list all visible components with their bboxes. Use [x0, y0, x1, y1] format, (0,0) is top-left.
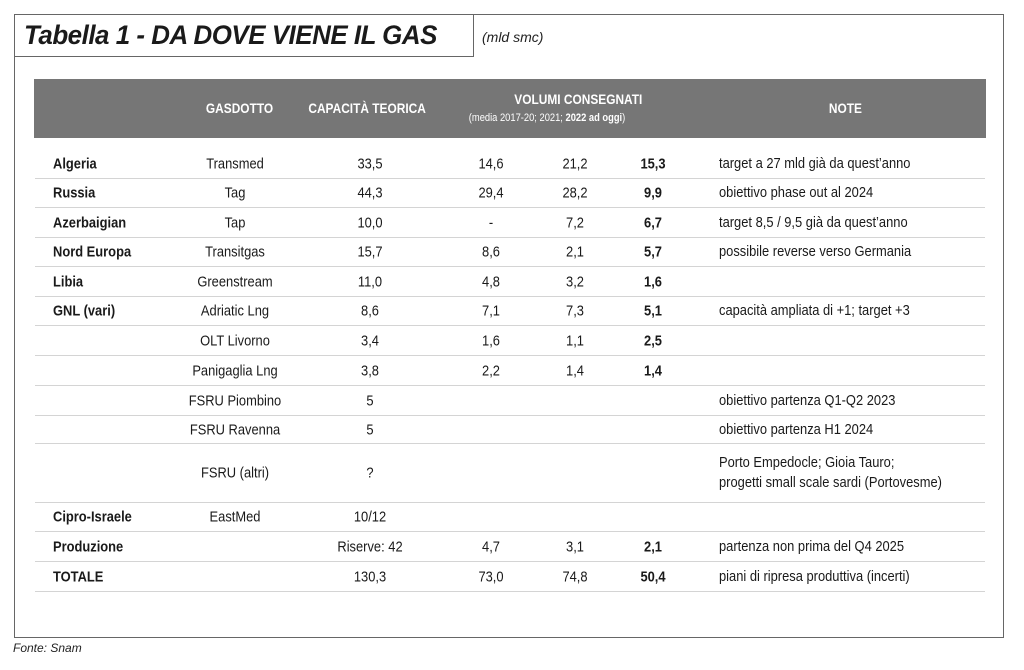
capacita-cell: Riserve: 42	[337, 538, 403, 555]
table-row	[35, 356, 985, 386]
origin-cell: Cipro-Israele	[53, 508, 132, 526]
note-cell	[719, 453, 942, 493]
volume-2022-cell: 2,5	[644, 332, 662, 349]
source-note: Fonte: Snam	[13, 641, 82, 655]
capacita-cell: 10,0	[357, 214, 383, 231]
table-row	[35, 532, 985, 562]
volume-2021-cell: 28,2	[562, 184, 588, 202]
note-cell	[719, 537, 904, 557]
header-capacita: CAPACITÀ TEORICA	[308, 100, 426, 116]
note-line: Porto Empedocle; Gioia Tauro;	[719, 454, 895, 471]
note-line: target a 27 mld già da quest’anno	[719, 155, 911, 172]
media-2017-20-cell: 4,8	[482, 273, 500, 290]
table-title: Tabella 1 - DA DOVE VIENE IL GAS	[24, 20, 437, 50]
volume-2022-cell: 5,7	[644, 243, 662, 261]
media-2017-20-cell: 1,6	[482, 332, 500, 349]
capacita-cell: 15,7	[357, 243, 383, 261]
capacita-cell: 10/12	[353, 508, 387, 526]
header-note: NOTE	[828, 100, 862, 116]
volume-2021-cell: 3,2	[566, 273, 584, 290]
media-2017-20-cell: -	[488, 214, 494, 231]
gasdotto-cell: OLT Livorno	[200, 332, 270, 349]
capacita-cell: 5	[366, 392, 374, 409]
table-row	[35, 562, 985, 592]
media-2017-20-cell: 2,2	[482, 362, 500, 379]
header-volumi-sub-end: )	[622, 112, 626, 124]
volume-2021-cell: 1,4	[566, 362, 584, 379]
volume-2022-cell: 50,4	[640, 568, 666, 585]
note-cell	[719, 183, 873, 203]
note-line: obiettivo phase out al 2024	[719, 184, 874, 201]
gasdotto-cell: Greenstream	[197, 273, 273, 290]
gasdotto-cell: Tap	[224, 214, 246, 231]
gasdotto-cell: EastMed	[209, 508, 261, 526]
header-volumi-sub-normal: (media 2017-20; 2021;	[468, 112, 566, 124]
capacita-cell: 33,5	[357, 155, 383, 173]
table-header	[34, 79, 986, 138]
note-cell	[719, 567, 910, 587]
note-line: obiettivo partenza H1 2024	[719, 420, 874, 438]
origin-cell: Algeria	[53, 155, 97, 173]
table-row	[35, 179, 985, 208]
origin-cell: Produzione	[53, 538, 124, 555]
origin-cell: Nord Europa	[53, 243, 132, 261]
media-2017-20-cell: 14,6	[478, 155, 504, 173]
volume-2021-cell: 2,1	[566, 243, 584, 261]
origin-cell: TOTALE	[53, 568, 104, 585]
gasdotto-cell: Transmed	[206, 155, 264, 173]
volume-2021-cell: 7,3	[566, 302, 584, 320]
note-line: capacità ampliata di +1; target +3	[719, 302, 910, 319]
capacita-cell: 8,6	[361, 302, 379, 320]
volume-2022-cell: 2,1	[644, 538, 662, 555]
capacita-cell: ?	[366, 464, 374, 482]
capacita-cell: 44,3	[357, 184, 383, 202]
note-line: possibile reverse verso Germania	[719, 243, 912, 260]
table-row	[35, 208, 985, 238]
origin-cell: Russia	[53, 184, 96, 202]
gasdotto-cell: Adriatic Lng	[200, 302, 270, 320]
media-2017-20-cell: 29,4	[478, 184, 504, 202]
media-2017-20-cell: 7,1	[482, 302, 500, 320]
volume-2021-cell: 3,1	[566, 538, 584, 555]
note-cell	[719, 391, 895, 411]
capacita-cell: 11,0	[357, 273, 383, 290]
unit-label: (mld smc)	[482, 29, 544, 45]
table-row	[35, 150, 985, 179]
note-line: obiettivo partenza Q1-Q2 2023	[719, 391, 896, 409]
volume-2022-cell: 1,4	[644, 362, 662, 379]
table-row	[35, 297, 985, 326]
table-row	[35, 416, 985, 444]
capacita-cell: 130,3	[353, 568, 387, 585]
volume-2022-cell: 9,9	[644, 184, 662, 202]
origin-cell: Azerbaigian	[53, 214, 127, 231]
note-line: partenza non prima del Q4 2025	[719, 537, 905, 555]
media-2017-20-cell: 8,6	[482, 243, 500, 261]
volume-2021-cell: 1,1	[566, 332, 584, 349]
header-volumi: VOLUMI CONSEGNATI	[514, 91, 643, 107]
volume-2022-cell: 5,1	[644, 302, 662, 320]
gasdotto-cell: Panigaglia Lng	[192, 362, 278, 379]
gasdotto-cell: Transitgas	[205, 243, 265, 261]
note-line: progetti small scale sardi (Portovesme)	[719, 474, 942, 491]
table-row	[35, 444, 985, 503]
volume-2022-cell: 15,3	[640, 155, 666, 173]
table-row	[35, 267, 985, 297]
gasdotto-cell: FSRU (altri)	[200, 464, 270, 482]
volume-2021-cell: 7,2	[566, 214, 584, 231]
note-cell	[719, 213, 908, 233]
media-2017-20-cell: 73,0	[478, 568, 504, 585]
note-cell	[719, 242, 911, 262]
capacita-cell: 3,4	[361, 332, 379, 349]
table-row	[35, 386, 985, 416]
volume-2022-cell: 6,7	[644, 214, 662, 231]
capacita-cell: 3,8	[361, 362, 379, 379]
gasdotto-cell: Tag	[224, 184, 246, 202]
header-volumi-sub	[469, 112, 625, 124]
header-gasdotto: GASDOTTO	[205, 100, 274, 116]
gasdotto-cell: FSRU Ravenna	[189, 421, 281, 438]
volume-2021-cell: 21,2	[562, 155, 588, 173]
media-2017-20-cell: 4,7	[482, 538, 500, 555]
note-cell	[719, 301, 910, 321]
origin-cell: Libia	[53, 273, 84, 290]
table-row	[35, 238, 985, 267]
note-line: target 8,5 / 9,5 già da quest’anno	[719, 213, 908, 231]
note-cell	[719, 420, 873, 440]
capacita-cell: 5	[366, 421, 374, 438]
note-cell	[719, 154, 910, 174]
volume-2021-cell: 74,8	[562, 568, 588, 585]
table-row	[35, 503, 985, 532]
header-volumi-sub-bold: 2022 ad oggi	[565, 112, 623, 124]
table-row	[35, 326, 985, 356]
gasdotto-cell: FSRU Piombino	[188, 392, 282, 409]
origin-cell: GNL (vari)	[53, 302, 116, 320]
volume-2022-cell: 1,6	[644, 273, 662, 290]
note-line: piani di ripresa produttiva (incerti)	[719, 567, 910, 585]
